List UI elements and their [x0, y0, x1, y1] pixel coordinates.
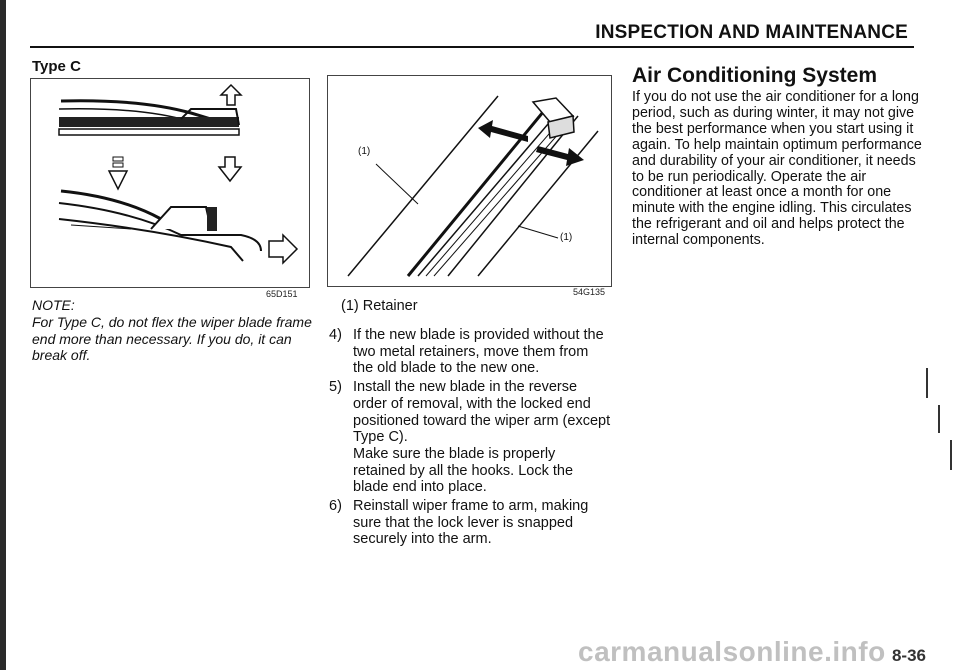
retainer-callout-1: (1): [358, 146, 371, 157]
section-header: INSPECTION AND MAINTENANCE: [595, 22, 908, 43]
air-conditioning-title: Air Conditioning System: [632, 64, 878, 87]
step-6: [329, 498, 611, 548]
header-rule: [30, 46, 914, 48]
retainer-callout-2: (1): [560, 232, 573, 243]
page-edge-bar: [0, 0, 6, 670]
scan-mark: [938, 405, 940, 433]
step-text: Install the new blade in the reverse order of removal, with the locked end positioned toward the wiper arm (except Type C).: [353, 379, 611, 446]
figure-caption: (1) Retainer: [341, 298, 418, 314]
note-label: NOTE:: [32, 297, 75, 313]
step-text: If the new blade is provided without the two metal retainers, move them from the old blade to the new one.: [353, 327, 604, 377]
watermark: carmanualsonline.info: [578, 636, 886, 667]
air-conditioning-body: If you do not use the air conditioner for a long period, such as during winter, it may not give the best performance when you start using it again. To help maintain optimum performance and durability of your air conditioner, it needs to be run periodically. Operate the air conditioner at least once a month for one minute with the engine idling. This circulates the refrigerant and oil and helps protect the internal components.: [632, 89, 922, 249]
wiper-retainer-illustration: [328, 76, 611, 286]
type-c-subheading: Type C: [32, 58, 81, 75]
step-number: 6): [329, 498, 342, 515]
scan-mark: [950, 440, 952, 470]
step-number: 5): [329, 379, 342, 396]
wiper-retainer-figure: [327, 75, 612, 287]
step-text: Make sure the blade is properly retained by all the hooks. Lock the blade end into place.: [353, 445, 574, 496]
step-number: 4): [329, 327, 342, 343]
left-figure-code: 65D151: [266, 289, 298, 299]
step-4: [329, 327, 611, 377]
step-5: [329, 379, 611, 496]
note-text: For Type C, do not flex the wiper blade frame end more than necessary. If you do, it can break off.: [32, 314, 312, 363]
wiper-type-c-illustration: [31, 79, 309, 287]
middle-figure-code: 54G135: [573, 287, 606, 297]
installation-steps: [329, 327, 611, 550]
scan-mark: [926, 368, 928, 398]
step-text: Reinstall wiper frame to arm, making sure that the lock lever is snapped securely into the arm.: [353, 498, 589, 548]
page-number: 8-36: [891, 646, 926, 665]
wiper-type-c-figure: [30, 78, 310, 288]
